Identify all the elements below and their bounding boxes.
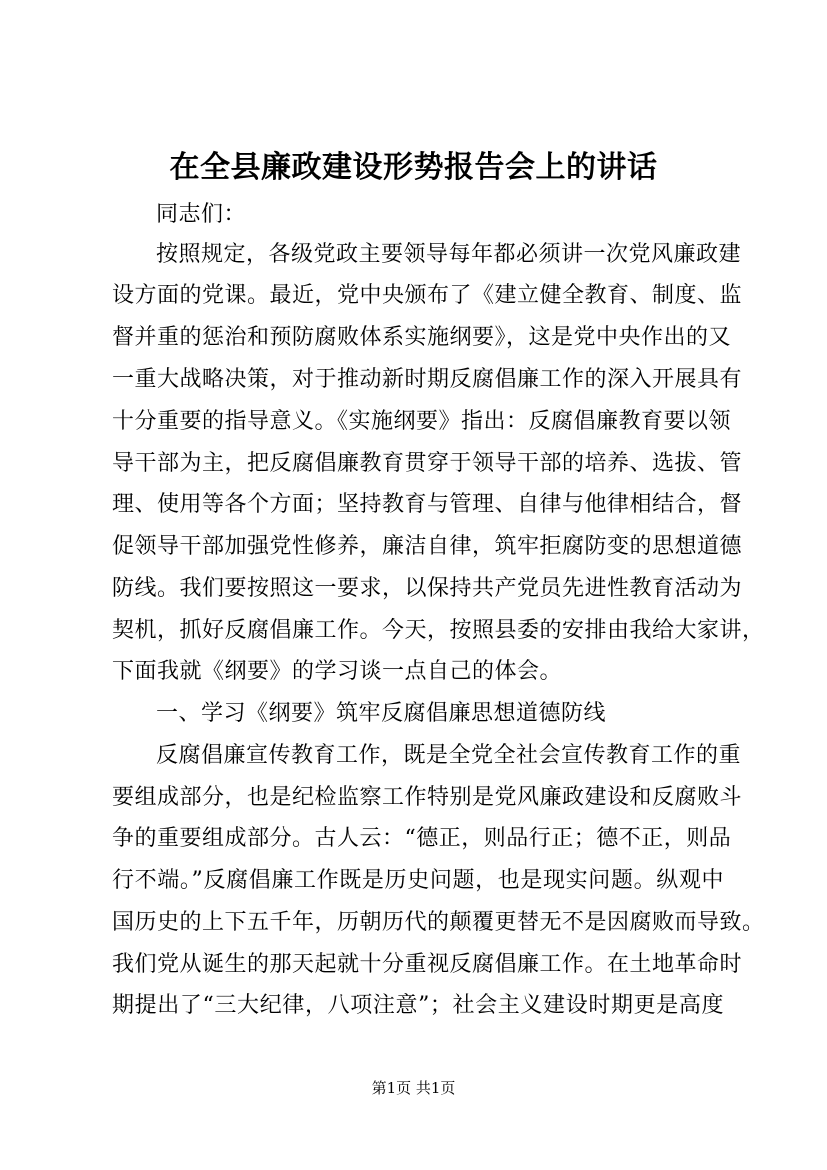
body-line: 期提出了“三大纪律，八项注意”；社会主义建设时期更是高度 — [112, 993, 724, 1018]
body-line: 督并重的惩治和预防腐败体系实施纲要》，这是党中央作出的又 — [112, 325, 732, 350]
body-line: 下面我就《纲要》的学习谈一点自己的体会。 — [112, 659, 563, 684]
body-line: 契机，抓好反腐倡廉工作。今天，按照县委的安排由我给大家讲， — [112, 618, 765, 643]
document-title: 在全县廉政建设形势报告会上的讲话 — [169, 150, 658, 185]
body-line: 要组成部分，也是纪检监察工作特别是党风廉政建设和反腐败斗 — [112, 785, 743, 810]
body-line: 一重大战略决策，对于推动新时期反腐倡廉工作的深入开展具有 — [112, 367, 743, 392]
body-line: 设方面的党课。最近，党中央颁布了《建立健全教育、制度、监 — [112, 283, 743, 308]
section-heading: 一、学习《纲要》筑牢反腐倡廉思想道德防线 — [156, 701, 607, 726]
page-number: 第1页 共1页 — [371, 1079, 456, 1097]
body-line: 理、使用等各个方面；坚持教育与管理、自律与他律相结合，督 — [112, 492, 743, 517]
body-line: 争的重要组成部分。古人云：“德正，则品行正；德不正，则品 — [112, 826, 732, 851]
body-line: 防线。我们要按照这一要求，以保持共产党员先进性教育活动为 — [112, 576, 743, 601]
body-line: 行不端。”反腐倡廉工作既是历史问题，也是现实问题。纵观中 — [112, 868, 724, 893]
salutation: 同志们： — [156, 202, 247, 227]
body-line: 促领导干部加强党性修养，廉洁自律，筑牢拒腐防变的思想道德 — [112, 534, 743, 559]
body-line: 按照规定，各级党政主要领导每年都必须讲一次党风廉政建 — [156, 242, 742, 267]
body-line: 十分重要的指导意义。《实施纲要》指出：反腐倡廉教育要以领 — [112, 409, 732, 434]
body-line: 导干部为主，把反腐倡廉教育贯穿于领导干部的培养、选拔、管 — [112, 451, 743, 476]
body-line: 反腐倡廉宣传教育工作，既是全党全社会宣传教育工作的重 — [156, 743, 742, 768]
body-line: 我们党从诞生的那天起就十分重视反腐倡廉工作。在土地革命时 — [112, 952, 743, 977]
body-line: 国历史的上下五千年，历朝历代的颠覆更替无不是因腐败而导致。 — [112, 910, 765, 935]
